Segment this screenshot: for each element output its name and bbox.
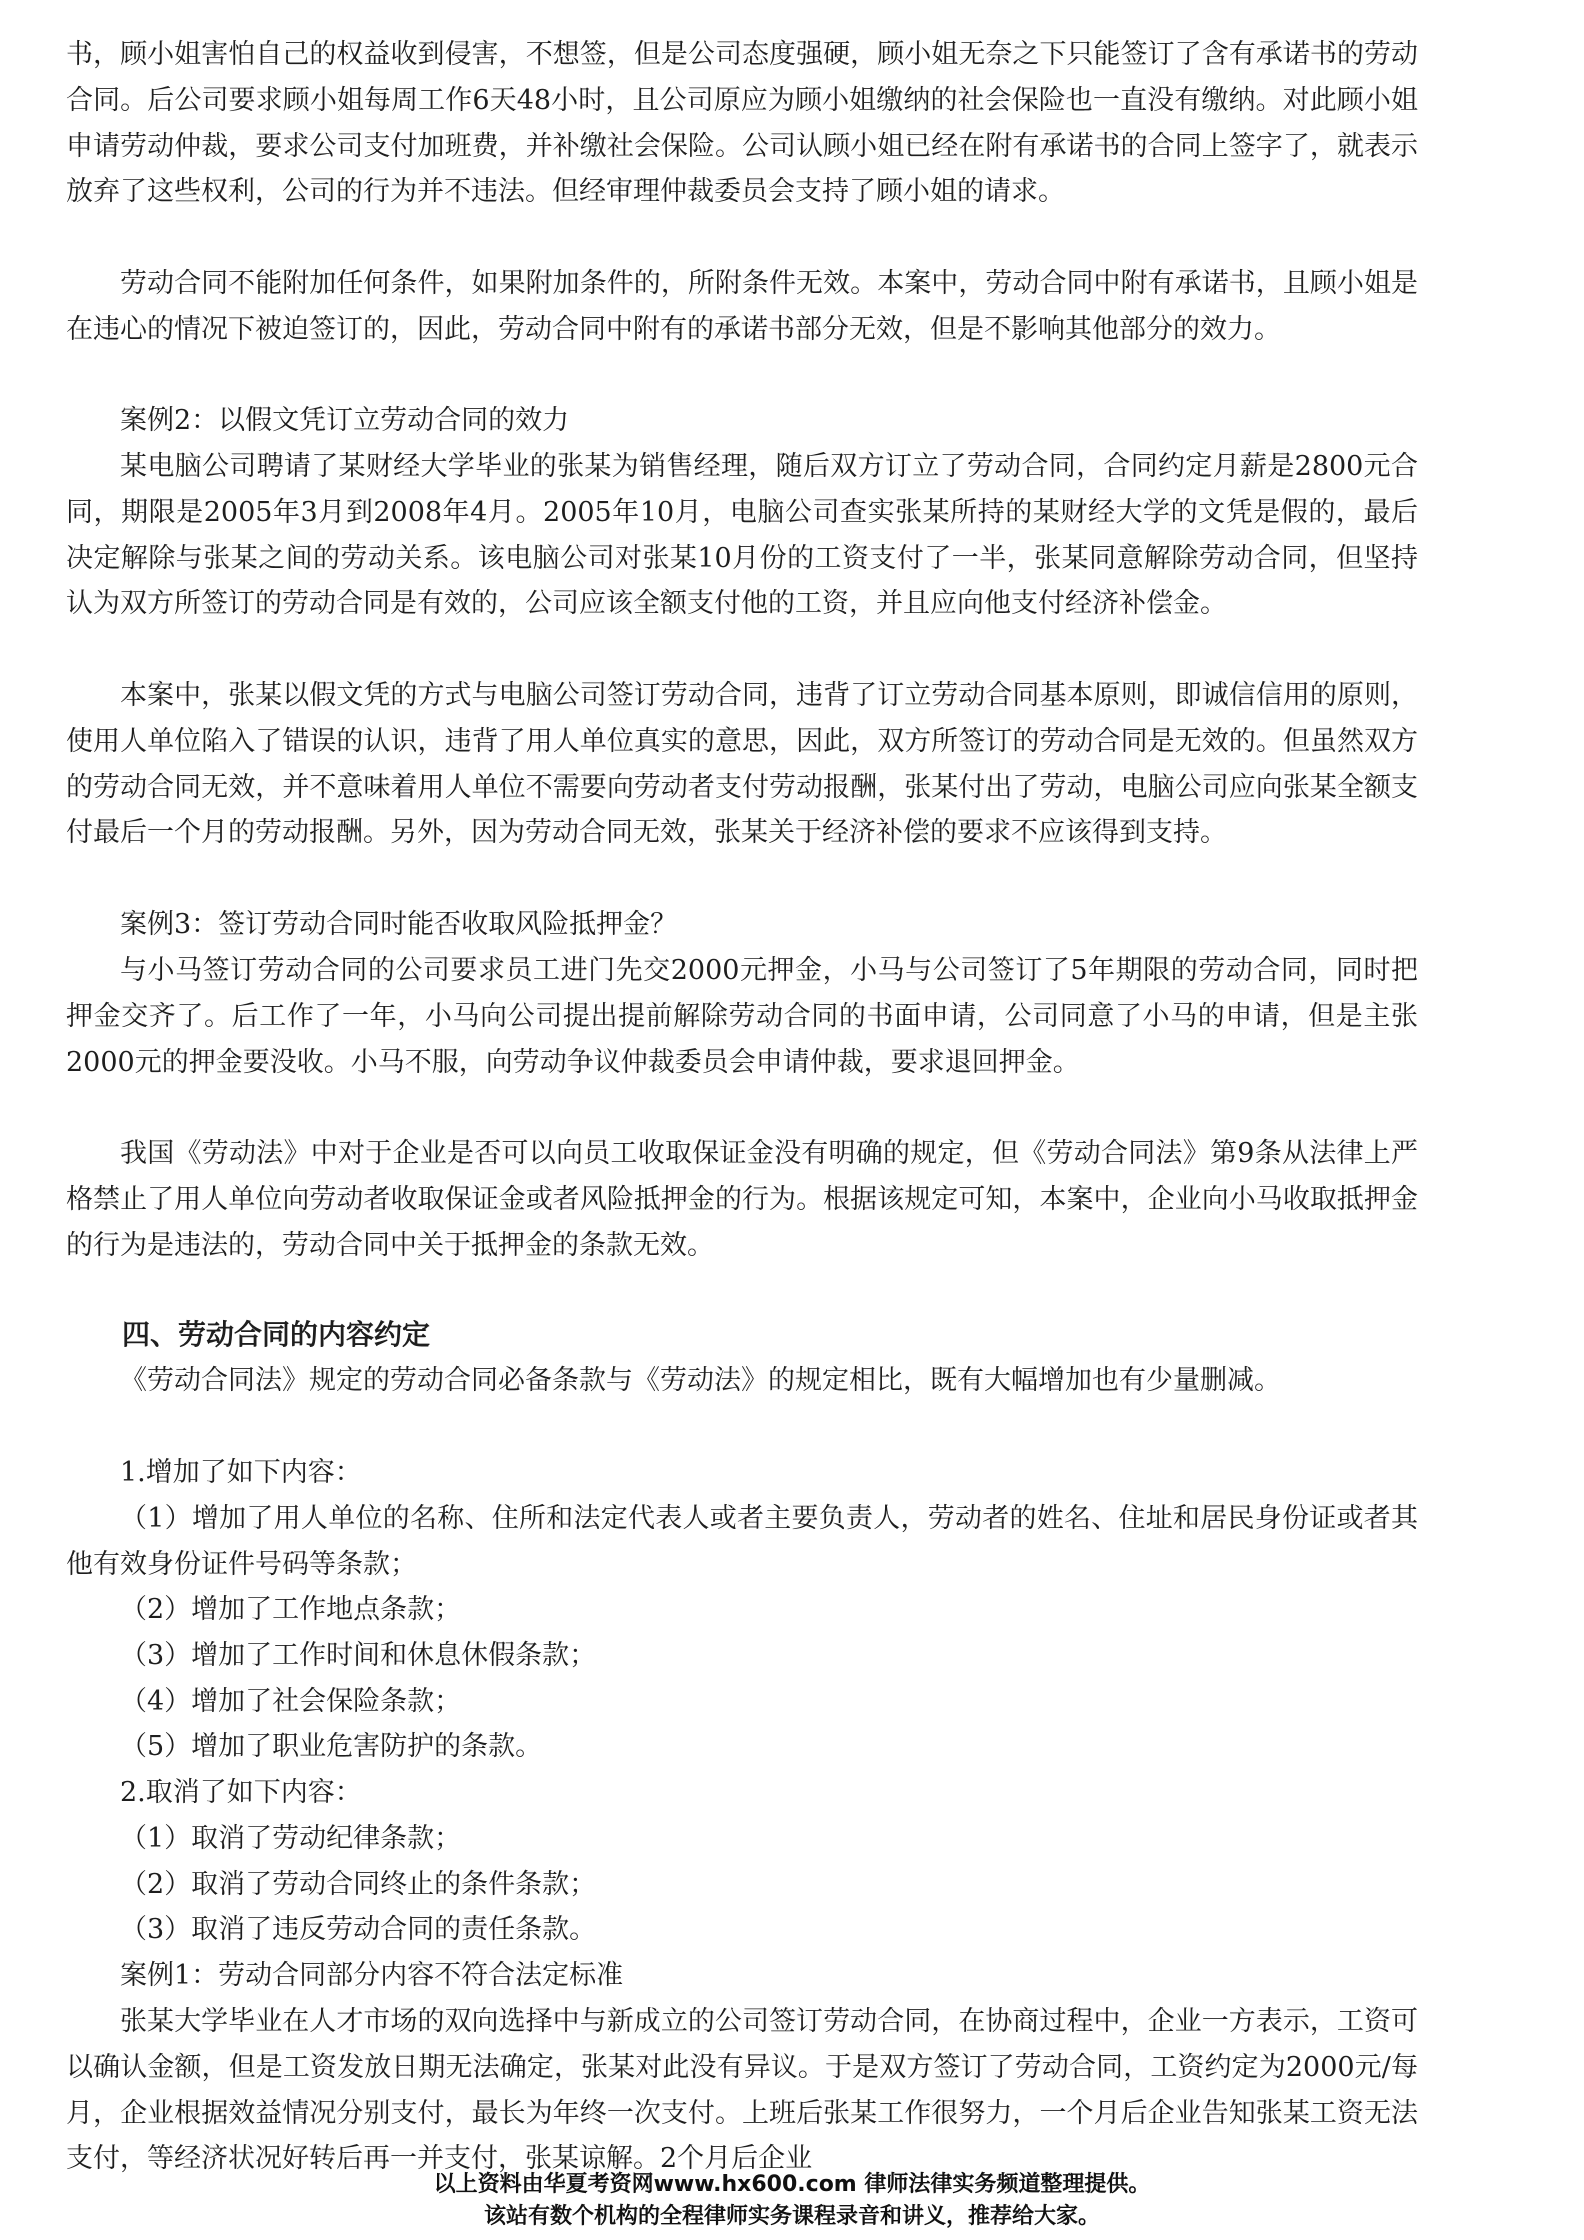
body-paragraph: 张某大学毕业在人才市场的双向选择中与新成立的公司签订劳动合同，在协商过程中，企业一方表示，工资可以确认金额，但是工资发放日期无法确定，张某对此没有异议。于是双方签订了劳动合同，工资约定为2000元/每月，企业根据效益情况分别支付，最长为年终一次支付。上班后张某工作很努力，一个月后企业告知张某工资无法支付，等经济状况好转后再一并支付，张某谅解。2个月后企业 — [66, 2006, 1418, 2175]
body-paragraph: 我国《劳动法》中对于企业是否可以向员工收取保证金没有明确的规定，但《劳动合同法》第9条从法律上严格禁止了用人单位向劳动者收取保证金或者风险抵押金的行为。根据该规定可知，本案中，企业向小马收取抵押金的行为是违法的，劳动合同中关于抵押金的条款无效。 — [66, 1138, 1418, 1261]
list-item: （3）取消了违反劳动合同的责任条款。 — [120, 1914, 597, 1945]
list-item: （4）增加了社会保险条款； — [120, 1686, 462, 1717]
list-heading: 2.取消了如下内容： — [120, 1777, 362, 1808]
list-item: （2）增加了工作地点条款； — [120, 1594, 462, 1625]
body-paragraph: 与小马签订劳动合同的公司要求员工进门先交2000元押金，小马与公司签订了5年期限的劳动合同，同时把押金交齐了。后工作了一年，小马向公司提出提前解除劳动合同的书面申请，公司同意了小马的申请，但是主张2000元的押金要没收。小马不服，向劳动争议仲裁委员会申请仲裁，要求退回押金。 — [66, 955, 1418, 1078]
body-paragraph: 书，顾小姐害怕自己的权益收到侵害，不想签，但是公司态度强硬，顾小姐无奈之下只能签订了含有承诺书的劳动合同。后公司要求顾小姐每周工作6天48小时，且公司原应为顾小姐缴纳的社会保险也一直没有缴纳。对此顾小姐申请劳动仲裁，要求公司支付加班费，并补缴社会保险。公司认顾小姐已经在附有承诺书的合同上签字了，就表示放弃了这些权利，公司的行为并不违法。但经审理仲裁委员会支持了顾小姐的请求。 — [66, 39, 1418, 208]
case-title: 案例1：劳动合同部分内容不符合法定标准 — [120, 1960, 624, 1991]
list-item: （1）取消了劳动纪律条款； — [120, 1823, 462, 1854]
body-paragraph: 本案中，张某以假文凭的方式与电脑公司签订劳动合同，违背了订立劳动合同基本原则，即诚信信用的原则，使用人单位陷入了错误的认识，违背了用人单位真实的意思，因此，双方所签订的劳动合同是无效的。但虽然双方的劳动合同无效，并不意味着用人单位不需要向劳动者支付劳动报酬，张某付出了劳动，电脑公司应向张某全额支付最后一个月的劳动报酬。另外，因为劳动合同无效，张某关于经济补偿的要求不应该得到支持。 — [66, 680, 1418, 849]
case-title: 案例2：以假文凭订立劳动合同的效力 — [120, 405, 570, 436]
section-heading: 四、劳动合同的内容约定 — [122, 1318, 431, 1351]
list-item: （5）增加了职业危害防护的条款。 — [120, 1731, 543, 1762]
list-item: （1）增加了用人单位的名称、住所和法定代表人或者主要负责人，劳动者的姓名、住址和居民身份证或者其他有效身份证件号码等条款； — [66, 1503, 1418, 1580]
footer-line: 该站有数个机构的全程律师实务课程录音和讲义，推荐给大家。 — [483, 2204, 1100, 2229]
footer-line: 以上资料由华夏考资网www.hx600.com 律师法律实务频道整理提供。 — [433, 2172, 1151, 2197]
body-paragraph: 某电脑公司聘请了某财经大学毕业的张某为销售经理，随后双方订立了劳动合同，合同约定月薪是2800元合同，期限是2005年3月到2008年4月。2005年10月，电脑公司查实张某所持的某财经大学的文凭是假的，最后决定解除与张某之间的劳动关系。该电脑公司对张某10月份的工资支付了一半，张某同意解除劳动合同，但坚持认为双方所签订的劳动合同是有效的，公司应该全额支付他的工资，并且应向他支付经济补偿金。 — [66, 451, 1418, 620]
list-item: （3）增加了工作时间和休息休假条款； — [120, 1640, 597, 1671]
body-paragraph: 《劳动合同法》规定的劳动合同必备条款与《劳动法》的规定相比，既有大幅增加也有少量删减。 — [120, 1365, 1281, 1396]
list-heading: 1.增加了如下内容： — [120, 1457, 362, 1488]
case-title: 案例3：签订劳动合同时能否收取风险抵押金？ — [120, 909, 678, 940]
body-paragraph: 劳动合同不能附加任何条件，如果附加条件的，所附条件无效。本案中，劳动合同中附有承诺书，且顾小姐是在违心的情况下被迫签订的，因此，劳动合同中附有的承诺书部分无效，但是不影响其他部分的效力。 — [66, 268, 1418, 345]
list-item: （2）取消了劳动合同终止的条件条款； — [120, 1869, 597, 1900]
